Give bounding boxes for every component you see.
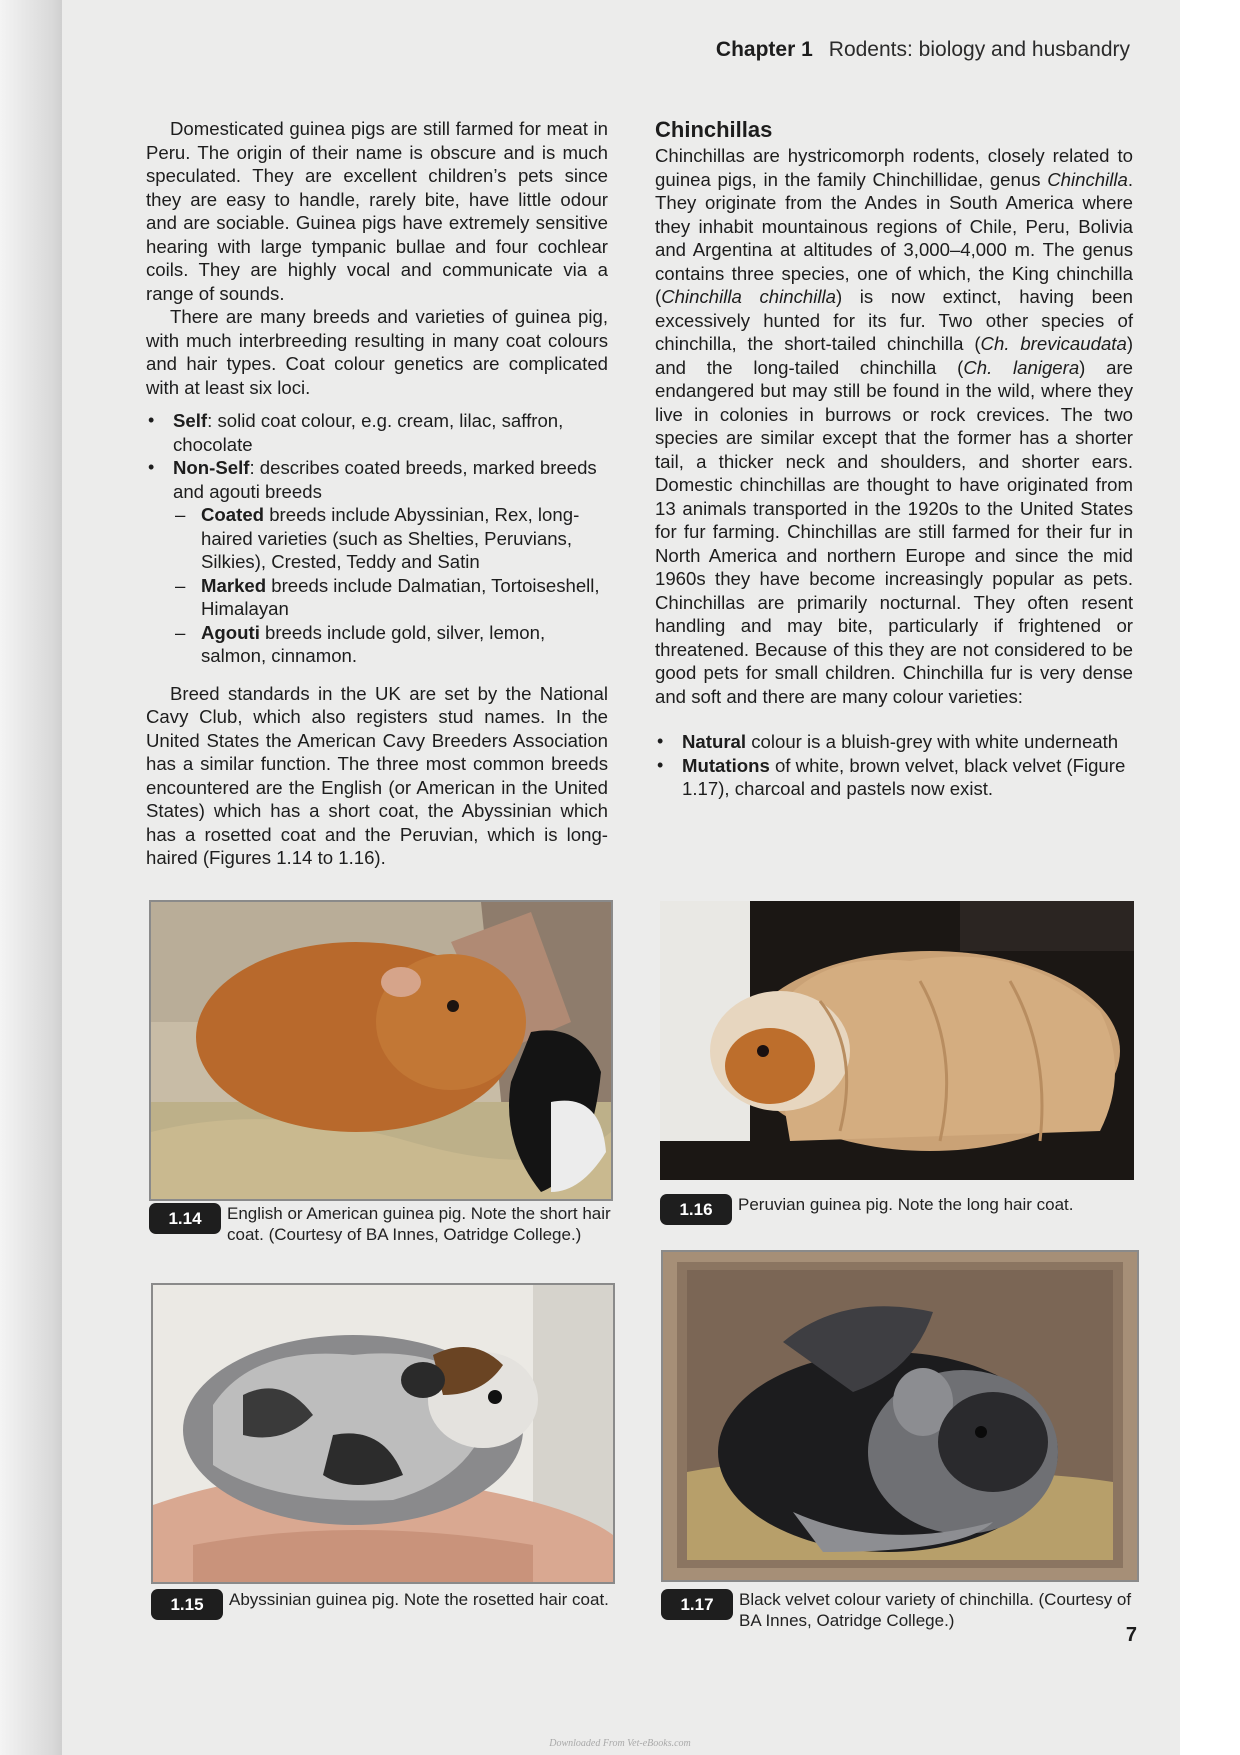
scan-edge	[0, 0, 62, 1755]
list-text: breeds include gold, silver, lemon, salmon, cinnamon.	[201, 621, 546, 666]
running-head	[600, 38, 1130, 62]
colour-variety-list	[655, 730, 1133, 801]
figure-number-badge: 1.17	[661, 1589, 733, 1620]
paragraph: There are many breeds and varieties of guinea pig, with much interbreeding resulting in many coat colours and hair types. Coat colour genetics are complicated with at least six loci.	[146, 306, 608, 398]
figure-number-badge: 1.16	[660, 1194, 732, 1225]
list-item	[146, 456, 608, 668]
list-term: Non-Self	[173, 457, 250, 478]
sub-list-item	[173, 503, 608, 574]
list-text: : solid coat colour, e.g. cream, lilac, saffron, chocolate	[173, 410, 564, 455]
figure-number-badge: 1.14	[149, 1203, 221, 1234]
list-term: Agouti	[201, 621, 260, 643]
text-run: Chinchillas are hystricomorph rodents, closely related to guinea pigs, in the family Chinchillidae, genus	[655, 145, 1133, 190]
paragraph: Domesticated guinea pigs are still farmed for meat in Peru. The origin of their name is obscure and is much speculated. They are excellent children’s pets since they are easy to handle, rarely bite, have little odour and are sociable. Guinea pigs have extremely sensitive hearing with large tympanic bullae and four cochlear coils. They are highly vocal and communicate via a range of sounds.	[146, 118, 608, 304]
section-heading: Chinchillas	[655, 117, 773, 142]
list-text: colour is a bluish-grey with white underneath	[746, 731, 1119, 752]
list-term: Marked	[201, 574, 267, 596]
italic-term: Ch. brevicaudata	[980, 333, 1127, 354]
chapter-label: Chapter 1	[715, 38, 813, 61]
figure-1-17-caption	[661, 1589, 1151, 1633]
paragraph: Breed standards in the UK are set by the National Cavy Club, which also registers stud names. In the United States the American Cavy Breeders Association has a similar function. The three most common breeds encountered are the English (or American in the United States) which has a short coat, the Abyssinian which has a rosetted coat and the Peruvian, which is long-haired (Figures 1.14 to 1.16).	[146, 682, 608, 868]
list-term: Mutations	[682, 754, 770, 776]
text-run: ) are endangered but may still be found in the wild, where they live in colonies in burrows or rock crevices. The two species are similar except that the former has a shorter tail, a thicker neck and shoulders, and shorter ears. Domestic chinchillas are thought to have originated from 13 animals transported in the 1920s to the United States for fur farming. Chinchillas are still farmed for their fur in North America and northern Europe and since the mid 1960s they have become increasingly popular as pets. Chinchillas are primarily nocturnal. They often resent handling and may bite, particularly if frightened or threatened. Because of this they are not considered to be good pets for small children. Chinchilla fur is very dense and soft and there are many colour varieties:	[655, 356, 1133, 707]
list-term: Natural	[682, 731, 747, 752]
list-text: breeds include Abyssinian, Rex, long-haired varieties (such as Shelties, Peruvians, Silkies), Crested, Teddy and Satin	[201, 504, 580, 572]
text-run: . They originate from the Andes in South America where they inhabit mountainous regions of Chile, Peru, Bolivia and Argentina at altitudes of 3,000–4,000 m. The genus contains three species, one of which, the King chinchilla (	[655, 168, 1133, 307]
download-watermark: Downloaded From Vet-eBooks.com	[549, 1738, 691, 1749]
list-text: breeds include Dalmatian, Tortoiseshell, Himalayan	[201, 574, 600, 619]
figure-1-15-photo	[151, 1283, 615, 1584]
figure-number-badge: 1.15	[151, 1589, 223, 1620]
caption-text: Black velvet colour variety of chinchilla. (Courtesy of BA Innes, Oatridge College.)	[739, 1590, 1132, 1630]
text-run: ) is now extinct, having been excessively hunted for its fur. Two other species of chinchilla, the short-tailed chinchilla (	[655, 286, 1133, 354]
sub-list	[173, 503, 608, 668]
left-column	[146, 117, 608, 870]
list-term: Self	[173, 410, 208, 431]
italic-term: Chinchilla chinchilla	[661, 286, 836, 307]
coat-type-list	[146, 409, 608, 668]
right-column	[655, 117, 1133, 801]
figure-1-17-photo	[661, 1250, 1139, 1582]
list-item	[655, 754, 1133, 801]
caption-text: Peruvian guinea pig. Note the long hair coat.	[738, 1195, 1074, 1214]
sub-list-item	[173, 574, 608, 621]
figure-1-14-photo	[149, 900, 613, 1201]
list-item	[655, 730, 1133, 754]
caption-text: Abyssinian guinea pig. Note the rosetted hair coat.	[229, 1590, 609, 1609]
caption-text: English or American guinea pig. Note the short hair coat. (Courtesy of BA Innes, Oatridge College.)	[227, 1204, 611, 1244]
text-run: ) and the long-tailed chinchilla (	[655, 333, 1134, 378]
figure-1-16-caption	[660, 1194, 1140, 1224]
italic-term: Ch. lanigera	[963, 356, 1080, 378]
chapter-title: Rodents: biology and husbandry	[828, 38, 1130, 61]
list-text: of white, brown velvet, black velvet (Figure 1.17), charcoal and pastels now exist.	[682, 754, 1126, 799]
paragraph	[655, 144, 1133, 708]
figure-1-14-caption	[149, 1203, 619, 1267]
list-term: Coated	[201, 504, 265, 525]
page-number: 7	[1125, 1624, 1137, 1646]
figure-1-16-photo	[660, 901, 1134, 1180]
italic-term: Chinchilla	[1047, 168, 1128, 190]
list-text: : describes coated breeds, marked breeds and agouti breeds	[173, 457, 597, 502]
figure-1-15-caption	[151, 1589, 621, 1633]
list-item	[146, 409, 608, 456]
sub-list-item	[173, 621, 608, 668]
right-margin	[1180, 0, 1240, 1755]
